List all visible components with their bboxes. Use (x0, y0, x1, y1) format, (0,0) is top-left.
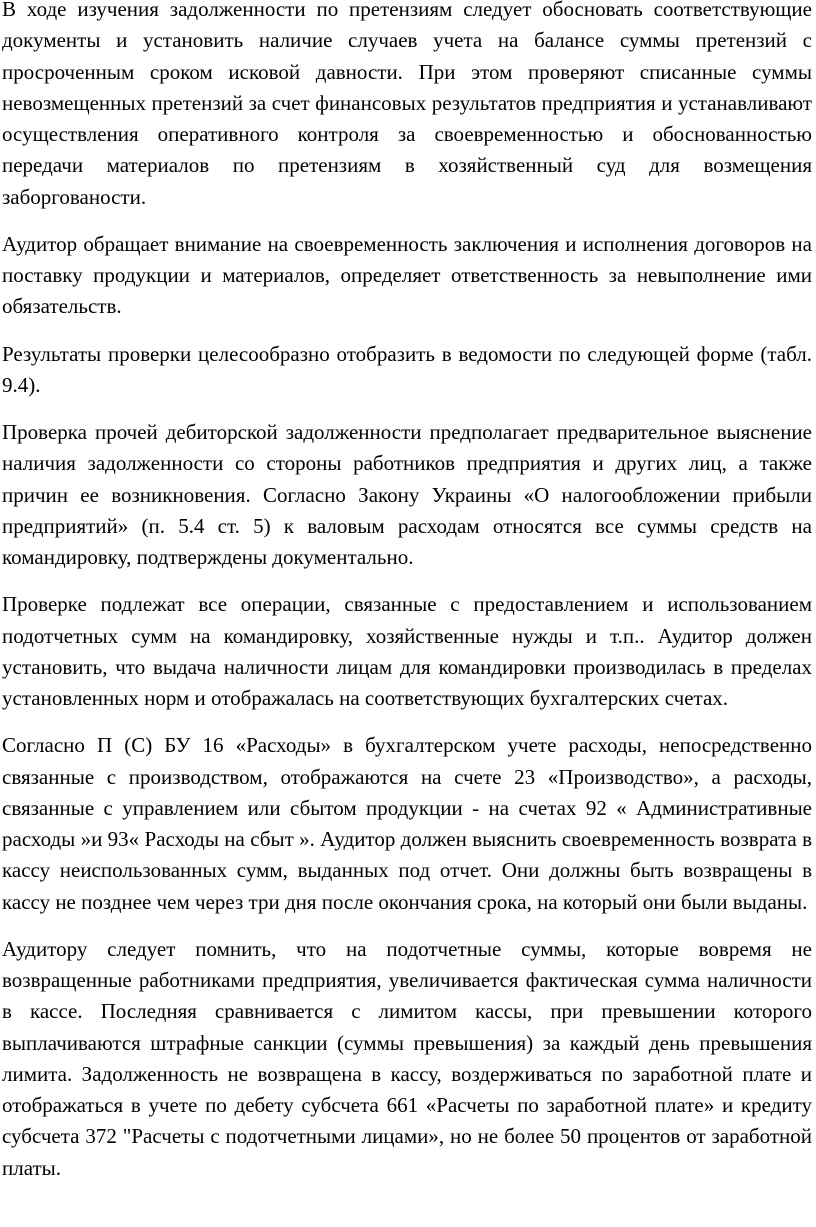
paragraph-claims-debt: В ходе изучения задолженности по претензиям следует обосновать соответствующие документы и установить наличие случаев учета на балансе суммы претензий с просроченным сроком исковой давности. При этом проверяют списанные суммы невозмещенных претензий за счет финансовых результатов предприятия и устанавливают осуществления оперативного контроля за своевременностью и обоснованностью передачи материалов по претензиям в хозяйственный суд для возмещения заборгованости. (2, 0, 812, 209)
paragraph-contracts: Аудитор обращает внимание на своевременность заключения и исполнения договоров на поставку продукции и материалов, определяет ответственность за невыполнение ими обязательств. (2, 231, 812, 319)
paragraph-expenses-standard: Согласно П (С) БУ 16 «Расходы» в бухгалтерском учете расходы, непосредственно связанные с производством, отображаются на счете 23 «Производство», а расходы, связанные с управлением или сбытом продукции - на счетах 92 « Административные расходы »и 93« Расходы на сбыт ». Аудитор должен выяснить своевременность возврата в кассу неиспользованных сумм, выданных под отчет. Они должны быть возвращены в кассу не позднее чем через три дня после окончания срока, на который они были выданы. (2, 733, 812, 914)
paragraph-cash-limit: Аудитору следует помнить, что на подотчетные суммы, которые вовремя не возвращенные работниками предприятия, увеличивается фактическая сумма наличности в кассе. Последняя сравнивается с лимитом кассы, при превышении которого выплачиваются штрафные санкции (суммы превышения) за каждый день превышения лимита. Задолженность не возвращена в кассу, воздерживаться по заработной плате и отображаться в учете по дебету субсчета 661 «Расчеты по заработной плате» и кредиту субсчета 372 "Расчеты с подотчетными лицами», но не более 50 процентов от заработной платы. (2, 936, 812, 1180)
paragraph-accountable-sums: Проверке подлежат все операции, связанные с предоставлением и использованием подотчетных сумм на командировку, хозяйственные нужды и т.п.. Аудитор должен установить, что выдача наличности лицам для командировки производилась в пределах установленных норм и отображалась на соответствующих бухгалтерских счетах. (2, 592, 812, 710)
paragraph-other-receivables: Проверка прочей дебиторской задолженности предполагает предварительное выяснение наличия задолженности со стороны работников предприятия и других лиц, а также причин ее возникновения. Согласно Закону Украины «О налогообложении прибыли предприятий» (п. 5.4 ст. 5) к валовым расходам относятся все суммы средств на командировку, подтверждены документально. (2, 420, 812, 569)
paragraph-results-table: Результаты проверки целесообразно отобразить в ведомости по следующей форме (табл. 9.4). (2, 341, 812, 397)
